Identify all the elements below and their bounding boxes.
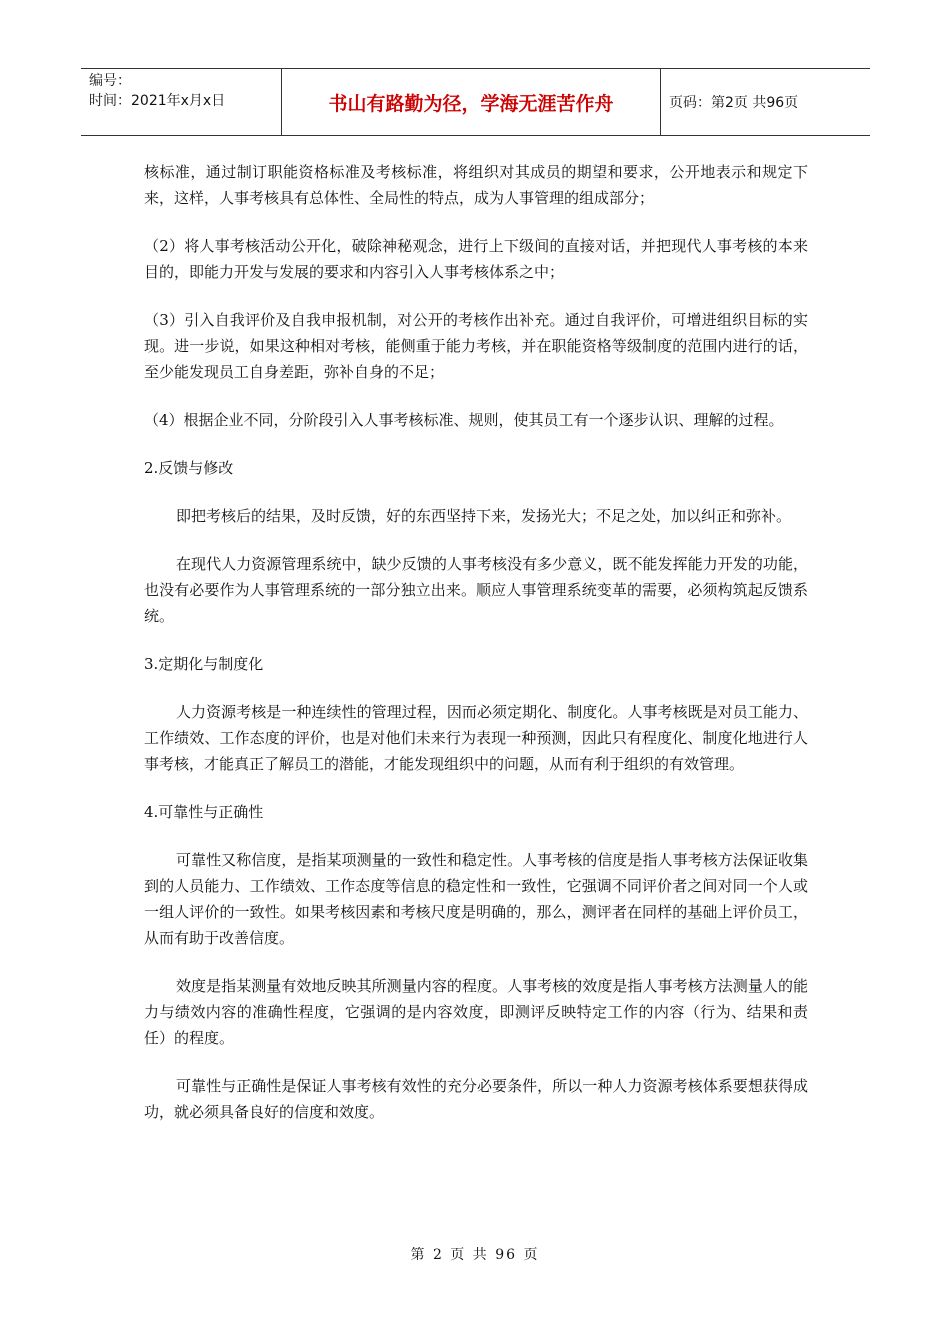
- header-page-cell: [661, 69, 870, 135]
- body-paragraph: （3）引入自我评价及自我申报机制，对公开的考核作出补充。通过自我评价，可增进组织目标的实现。进一步说，如果这种相对考核，能侧重于能力考核，并在职能资格等级制度的范围内进行的话，至少能发现员工自身差距，弥补自身的不足；: [144, 311, 808, 381]
- doc-code-label: 编号：: [89, 73, 131, 89]
- body-paragraph: 即把考核后的结果，及时反馈，好的东西坚持下来，发扬光大；不足之处，加以纠正和弥补。: [176, 507, 792, 525]
- page-footer: 第 2 页 共 96 页: [410, 1247, 540, 1263]
- header-page-info: 页码：第2页 共96页: [669, 95, 799, 111]
- body-paragraph: （2）将人事考核活动公开化，破除神秘观念，进行上下级间的直接对话，并把现代人事考核的本来目的，即能力开发与发展的要求和内容引入人事考核体系之中；: [144, 237, 808, 281]
- body-paragraph: （4）根据企业不同，分阶段引入人事考核标准、规则，使其员工有一个逐步认识、理解的过程。: [144, 411, 784, 429]
- page-header: [81, 68, 870, 136]
- header-motto: 书山有路勤为径，学海无涯苦作舟: [328, 93, 614, 115]
- header-motto-cell: [282, 69, 661, 135]
- body-paragraph: 可靠性又称信度，是指某项测量的一致性和稳定性。人事考核的信度是指人事考核方法保证收集到的人员能力、工作绩效、工作态度等信息的稳定性和一致性，它强调不同评价者之间对同一个人或一组人评价的一致性。如果考核因素和考核尺度是明确的，那么，测评者在同样的基础上评价员工，从而有助于改善信度。: [144, 851, 808, 947]
- section-heading: 2.反馈与修改: [144, 459, 234, 477]
- body-paragraph: 在现代人力资源管理系统中，缺少反馈的人事考核没有多少意义，既不能发挥能力开发的功能，也没有必要作为人事管理系统的一部分独立出来。顺应人事管理系统变革的需要，必须构筑起反馈系统。: [144, 555, 808, 625]
- section-heading: 4.可靠性与正确性: [144, 803, 264, 821]
- body-paragraph: 核标准，通过制订职能资格标准及考核标准，将组织对其成员的期望和要求，公开地表示和规定下来，这样，人事考核具有总体性、全局性的特点，成为人事管理的组成部分；: [144, 163, 808, 207]
- doc-time-label: 时间：2021年x月x日: [89, 93, 226, 109]
- section-heading: 3.定期化与制度化: [144, 655, 264, 673]
- header-meta-cell: [81, 69, 282, 135]
- body-paragraph: 效度是指某测量有效地反映其所测量内容的程度。人事考核的效度是指人事考核方法测量人的能力与绩效内容的准确性程度，它强调的是内容效度，即测评反映特定工作的内容（行为、结果和责任）的程度。: [144, 977, 808, 1047]
- body-paragraph: 人力资源考核是一种连续性的管理过程，因而必须定期化、制度化。人事考核既是对员工能力、工作绩效、工作态度的评价，也是对他们未来行为表现一种预测，因此只有程度化、制度化地进行人事考核，才能真正了解员工的潜能，才能发现组织中的问题，从而有利于组织的有效管理。: [144, 703, 808, 773]
- document-body: [144, 159, 808, 1147]
- body-paragraph: 可靠性与正确性是保证人事考核有效性的充分必要条件，所以一种人力资源考核体系要想获得成功，就必须具备良好的信度和效度。: [144, 1077, 808, 1121]
